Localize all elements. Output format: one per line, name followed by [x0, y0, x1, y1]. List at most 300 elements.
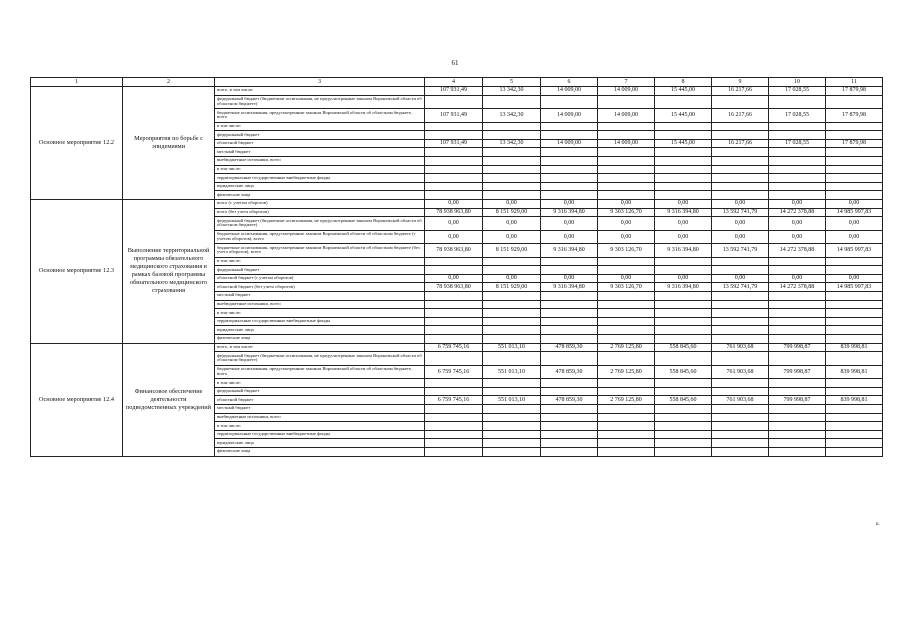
funding-source-cell: бюджетные ассигнования, предусмотренные законом Воронежской области об областном бюджете, всего: [215, 109, 425, 123]
value-cell: 0,00: [712, 199, 769, 208]
value-cell: [826, 379, 883, 388]
value-cell: 6 759 745,16: [425, 343, 483, 352]
value-cell: [712, 122, 769, 131]
column-header: 11: [826, 78, 883, 87]
value-cell: [769, 379, 826, 388]
funding-source-cell: всего (с учетом оборотов): [215, 199, 425, 208]
value-cell: [769, 131, 826, 140]
column-header: 9: [712, 78, 769, 87]
value-cell: [541, 156, 598, 165]
value-cell: [655, 266, 712, 275]
event-name-cell: Основное мероприятие 12.2: [31, 87, 123, 200]
value-cell: [483, 413, 541, 422]
column-header: 3: [215, 78, 425, 87]
column-header: 8: [655, 78, 712, 87]
value-cell: [541, 191, 598, 200]
value-cell: [655, 317, 712, 326]
value-cell: [598, 95, 655, 109]
value-cell: 15 445,00: [655, 139, 712, 148]
value-cell: [826, 413, 883, 422]
value-cell: [826, 422, 883, 431]
value-cell: [541, 95, 598, 109]
value-cell: [425, 309, 483, 318]
value-cell: [541, 292, 598, 301]
value-cell: [598, 387, 655, 396]
funding-source-cell: федеральный бюджет: [215, 131, 425, 140]
value-cell: 9 316 394,80: [541, 244, 598, 258]
value-cell: [826, 447, 883, 456]
value-cell: [598, 309, 655, 318]
funding-source-cell: федеральный бюджет (бюджетные ассигнования, не предусмотренные законом Воронежской области об областном бюджете): [215, 217, 425, 231]
value-cell: [483, 430, 541, 439]
value-cell: 0,00: [826, 217, 883, 231]
value-cell: [425, 404, 483, 413]
value-cell: 107 931,49: [425, 139, 483, 148]
value-cell: [425, 182, 483, 191]
funding-source-cell: всего, в том числе:: [215, 87, 425, 96]
value-cell: [425, 292, 483, 301]
value-cell: [655, 439, 712, 448]
value-cell: [425, 352, 483, 366]
value-cell: [541, 300, 598, 309]
value-cell: [425, 148, 483, 157]
value-cell: [655, 309, 712, 318]
value-cell: [541, 174, 598, 183]
value-cell: [712, 326, 769, 335]
value-cell: [598, 156, 655, 165]
value-cell: 0,00: [598, 217, 655, 231]
value-cell: 761 903,68: [712, 396, 769, 405]
value-cell: [826, 317, 883, 326]
value-cell: 0,00: [655, 199, 712, 208]
value-cell: [826, 300, 883, 309]
value-cell: [483, 182, 541, 191]
value-cell: 17 028,55: [769, 109, 826, 123]
value-cell: [425, 122, 483, 131]
value-cell: [425, 387, 483, 396]
value-cell: 0,00: [483, 230, 541, 244]
value-cell: [655, 447, 712, 456]
funding-source-cell: физические лица: [215, 447, 425, 456]
value-cell: 107 931,49: [425, 87, 483, 96]
value-cell: [483, 300, 541, 309]
value-cell: 14 985 997,83: [826, 244, 883, 258]
value-cell: 0,00: [712, 274, 769, 283]
value-cell: [769, 292, 826, 301]
event-title-cell: Мероприятия по борьбе с эпидемиями: [123, 87, 215, 200]
value-cell: [712, 165, 769, 174]
table-row: [31, 87, 883, 96]
value-cell: [712, 182, 769, 191]
value-cell: 8 151 929,00: [483, 283, 541, 292]
value-cell: 14 009,00: [541, 109, 598, 123]
value-cell: 16 217,66: [712, 139, 769, 148]
value-cell: [769, 447, 826, 456]
value-cell: [425, 257, 483, 266]
value-cell: [655, 174, 712, 183]
value-cell: [598, 317, 655, 326]
value-cell: [769, 439, 826, 448]
value-cell: [826, 182, 883, 191]
value-cell: [598, 292, 655, 301]
value-cell: 558 845,60: [655, 396, 712, 405]
value-cell: [425, 191, 483, 200]
value-cell: [769, 182, 826, 191]
value-cell: [826, 122, 883, 131]
value-cell: 2 769 125,80: [598, 365, 655, 379]
value-cell: [655, 430, 712, 439]
value-cell: [598, 404, 655, 413]
value-cell: [598, 191, 655, 200]
value-cell: [712, 309, 769, 318]
value-cell: [712, 439, 769, 448]
value-cell: [655, 334, 712, 343]
value-cell: 17 879,98: [826, 87, 883, 96]
value-cell: 9 316 394,80: [655, 244, 712, 258]
value-cell: [712, 379, 769, 388]
value-cell: [655, 326, 712, 335]
value-cell: [826, 266, 883, 275]
value-cell: 14 009,00: [598, 139, 655, 148]
value-cell: [826, 334, 883, 343]
table-row: [31, 343, 883, 352]
value-cell: 13 592 741,79: [712, 208, 769, 217]
value-cell: 0,00: [483, 217, 541, 231]
funding-source-cell: территориальные государственные внебюджетные фонды: [215, 430, 425, 439]
value-cell: [769, 165, 826, 174]
value-cell: 0,00: [425, 217, 483, 231]
value-cell: [769, 300, 826, 309]
value-cell: [769, 266, 826, 275]
value-cell: [826, 309, 883, 318]
event-name-cell: Основное мероприятие 12.3: [31, 199, 123, 343]
value-cell: [769, 334, 826, 343]
value-cell: [483, 326, 541, 335]
value-cell: 0,00: [598, 199, 655, 208]
value-cell: 839 998,81: [826, 365, 883, 379]
value-cell: 0,00: [598, 274, 655, 283]
value-cell: 9 316 394,80: [541, 208, 598, 217]
value-cell: [483, 317, 541, 326]
value-cell: [826, 404, 883, 413]
value-cell: 17 028,55: [769, 87, 826, 96]
value-cell: [541, 430, 598, 439]
value-cell: [541, 404, 598, 413]
value-cell: [598, 439, 655, 448]
value-cell: 13 342,30: [483, 109, 541, 123]
budget-table: [30, 77, 883, 457]
funding-source-cell: федеральный бюджет (бюджетные ассигнования, не предусмотренные законом Воронежской области об областном бюджете): [215, 95, 425, 109]
value-cell: [541, 334, 598, 343]
value-cell: [425, 300, 483, 309]
value-cell: [826, 430, 883, 439]
value-cell: [483, 352, 541, 366]
value-cell: 15 445,00: [655, 109, 712, 123]
value-cell: [769, 404, 826, 413]
value-cell: 14 272 378,88: [769, 283, 826, 292]
value-cell: [769, 352, 826, 366]
funding-source-cell: областной бюджет (с учетом оборотов): [215, 274, 425, 283]
value-cell: [598, 266, 655, 275]
value-cell: [769, 191, 826, 200]
value-cell: 14 009,00: [541, 139, 598, 148]
value-cell: 799 998,87: [769, 343, 826, 352]
value-cell: [769, 317, 826, 326]
value-cell: [712, 413, 769, 422]
value-cell: [826, 165, 883, 174]
value-cell: [541, 266, 598, 275]
value-cell: [769, 148, 826, 157]
column-header: 6: [541, 78, 598, 87]
funding-source-cell: местный бюджет: [215, 404, 425, 413]
value-cell: 8 151 929,00: [483, 208, 541, 217]
value-cell: 0,00: [425, 274, 483, 283]
value-cell: 0,00: [425, 230, 483, 244]
value-cell: 478 859,30: [541, 396, 598, 405]
value-cell: 0,00: [541, 274, 598, 283]
value-cell: [598, 352, 655, 366]
value-cell: 0,00: [769, 274, 826, 283]
value-cell: [598, 300, 655, 309]
value-cell: [483, 122, 541, 131]
value-cell: [541, 131, 598, 140]
value-cell: [826, 131, 883, 140]
value-cell: 14 009,00: [541, 87, 598, 96]
value-cell: [483, 148, 541, 157]
value-cell: 78 938 963,80: [425, 244, 483, 258]
value-cell: [483, 266, 541, 275]
value-cell: 0,00: [598, 230, 655, 244]
value-cell: 0,00: [712, 230, 769, 244]
value-cell: 0,00: [655, 217, 712, 231]
value-cell: 16 217,66: [712, 87, 769, 96]
value-cell: [425, 317, 483, 326]
funding-source-cell: в том числе:: [215, 122, 425, 131]
value-cell: [712, 447, 769, 456]
value-cell: [425, 447, 483, 456]
value-cell: 0,00: [483, 274, 541, 283]
funding-source-cell: физические лица: [215, 191, 425, 200]
value-cell: 78 938 963,80: [425, 283, 483, 292]
value-cell: [598, 131, 655, 140]
value-cell: 551 013,10: [483, 396, 541, 405]
value-cell: 9 316 394,80: [541, 283, 598, 292]
table-row: [31, 199, 883, 208]
value-cell: [483, 131, 541, 140]
funding-source-cell: в том числе:: [215, 422, 425, 431]
value-cell: [769, 257, 826, 266]
value-cell: [712, 266, 769, 275]
event-name-cell: Основное мероприятие 12.4: [31, 343, 123, 456]
value-cell: 14 985 997,83: [826, 283, 883, 292]
value-cell: [826, 174, 883, 183]
value-cell: [826, 352, 883, 366]
value-cell: 799 998,87: [769, 365, 826, 379]
value-cell: [769, 95, 826, 109]
funding-source-cell: федеральный бюджет: [215, 387, 425, 396]
funding-source-cell: местный бюджет: [215, 292, 425, 301]
value-cell: [483, 191, 541, 200]
value-cell: 0,00: [769, 199, 826, 208]
value-cell: 761 903,68: [712, 343, 769, 352]
value-cell: 6 759 745,16: [425, 365, 483, 379]
event-title-cell: Выполнение территориальной программы обязательного медицинского страхования в рамках базовой программы обязательного медицинского страхования: [123, 199, 215, 343]
value-cell: 2 769 125,80: [598, 396, 655, 405]
value-cell: 0,00: [712, 217, 769, 231]
value-cell: 558 845,60: [655, 365, 712, 379]
value-cell: 17 879,98: [826, 109, 883, 123]
value-cell: [826, 387, 883, 396]
value-cell: 0,00: [769, 230, 826, 244]
value-cell: [655, 379, 712, 388]
funding-source-cell: в том числе:: [215, 379, 425, 388]
funding-source-cell: внебюджетные источники, всего: [215, 300, 425, 309]
value-cell: [541, 379, 598, 388]
value-cell: [769, 174, 826, 183]
column-header: 10: [769, 78, 826, 87]
value-cell: [712, 95, 769, 109]
funding-source-cell: всего (без учета оборотов): [215, 208, 425, 217]
funding-source-cell: местный бюджет: [215, 148, 425, 157]
value-cell: 107 931,49: [425, 109, 483, 123]
value-cell: [483, 447, 541, 456]
funding-source-cell: юридические лица: [215, 439, 425, 448]
column-header: 2: [123, 78, 215, 87]
value-cell: [425, 379, 483, 388]
value-cell: [541, 257, 598, 266]
value-cell: [483, 422, 541, 431]
value-cell: [769, 413, 826, 422]
value-cell: [826, 95, 883, 109]
value-cell: [425, 95, 483, 109]
value-cell: [769, 326, 826, 335]
value-cell: [655, 191, 712, 200]
value-cell: [598, 148, 655, 157]
value-cell: [483, 174, 541, 183]
value-cell: [425, 439, 483, 448]
event-title-cell: Финансовое обеспечение деятельности подведомственных учреждений: [123, 343, 215, 456]
value-cell: [483, 387, 541, 396]
value-cell: [541, 317, 598, 326]
funding-source-cell: физические лица: [215, 334, 425, 343]
value-cell: [712, 422, 769, 431]
value-cell: [769, 387, 826, 396]
value-cell: [655, 182, 712, 191]
value-cell: [655, 292, 712, 301]
funding-source-cell: областной бюджет: [215, 139, 425, 148]
value-cell: 9 303 126,70: [598, 244, 655, 258]
funding-source-cell: территориальные государственные внебюджетные фонды: [215, 174, 425, 183]
value-cell: [483, 156, 541, 165]
value-cell: [712, 174, 769, 183]
value-cell: [769, 430, 826, 439]
value-cell: [483, 439, 541, 448]
value-cell: 478 859,30: [541, 343, 598, 352]
value-cell: [598, 379, 655, 388]
value-cell: [655, 387, 712, 396]
value-cell: 799 998,87: [769, 396, 826, 405]
page-number: 61: [451, 59, 459, 67]
value-cell: [712, 148, 769, 157]
value-cell: [655, 413, 712, 422]
value-cell: [826, 148, 883, 157]
value-cell: [826, 257, 883, 266]
value-cell: 15 445,00: [655, 87, 712, 96]
value-cell: [483, 165, 541, 174]
value-cell: [541, 439, 598, 448]
funding-source-cell: в том числе:: [215, 309, 425, 318]
value-cell: [598, 413, 655, 422]
value-cell: [826, 439, 883, 448]
value-cell: 17 028,55: [769, 139, 826, 148]
value-cell: [425, 326, 483, 335]
value-cell: 0,00: [826, 230, 883, 244]
value-cell: 16 217,66: [712, 109, 769, 123]
value-cell: [655, 95, 712, 109]
value-cell: 14 009,00: [598, 109, 655, 123]
value-cell: [598, 182, 655, 191]
value-cell: [598, 174, 655, 183]
column-header: 1: [31, 78, 123, 87]
value-cell: 558 845,60: [655, 343, 712, 352]
value-cell: [712, 191, 769, 200]
value-cell: 9 316 394,80: [655, 208, 712, 217]
value-cell: 14 009,00: [598, 87, 655, 96]
value-cell: 78 938 963,80: [425, 208, 483, 217]
value-cell: 0,00: [655, 274, 712, 283]
value-cell: 8 151 929,00: [483, 244, 541, 258]
value-cell: [712, 334, 769, 343]
funding-source-cell: областной бюджет: [215, 396, 425, 405]
value-cell: [425, 334, 483, 343]
value-cell: [769, 422, 826, 431]
value-cell: [598, 422, 655, 431]
value-cell: [483, 404, 541, 413]
value-cell: 14 272 378,88: [769, 244, 826, 258]
value-cell: [712, 430, 769, 439]
value-cell: [541, 352, 598, 366]
value-cell: [826, 191, 883, 200]
value-cell: [483, 309, 541, 318]
value-cell: [425, 165, 483, 174]
value-cell: [598, 334, 655, 343]
value-cell: [541, 447, 598, 456]
value-cell: [655, 300, 712, 309]
funding-source-cell: областной бюджет (без учета оборотов): [215, 283, 425, 292]
value-cell: [483, 292, 541, 301]
value-cell: [712, 300, 769, 309]
value-cell: [598, 326, 655, 335]
value-cell: [712, 131, 769, 140]
value-cell: [425, 430, 483, 439]
value-cell: [541, 309, 598, 318]
value-cell: 13 342,30: [483, 87, 541, 96]
value-cell: [712, 352, 769, 366]
value-cell: 551 013,10: [483, 343, 541, 352]
value-cell: [541, 326, 598, 335]
value-cell: [598, 447, 655, 456]
value-cell: [425, 174, 483, 183]
value-cell: [826, 292, 883, 301]
funding-source-cell: в том числе:: [215, 165, 425, 174]
funding-source-cell: федеральный бюджет (бюджетные ассигнования, не предусмотренные законом Воронежской области об областном бюджете): [215, 352, 425, 366]
value-cell: 0,00: [541, 230, 598, 244]
value-cell: [655, 352, 712, 366]
value-cell: 0,00: [541, 217, 598, 231]
value-cell: [712, 404, 769, 413]
value-cell: [598, 165, 655, 174]
value-cell: [769, 122, 826, 131]
